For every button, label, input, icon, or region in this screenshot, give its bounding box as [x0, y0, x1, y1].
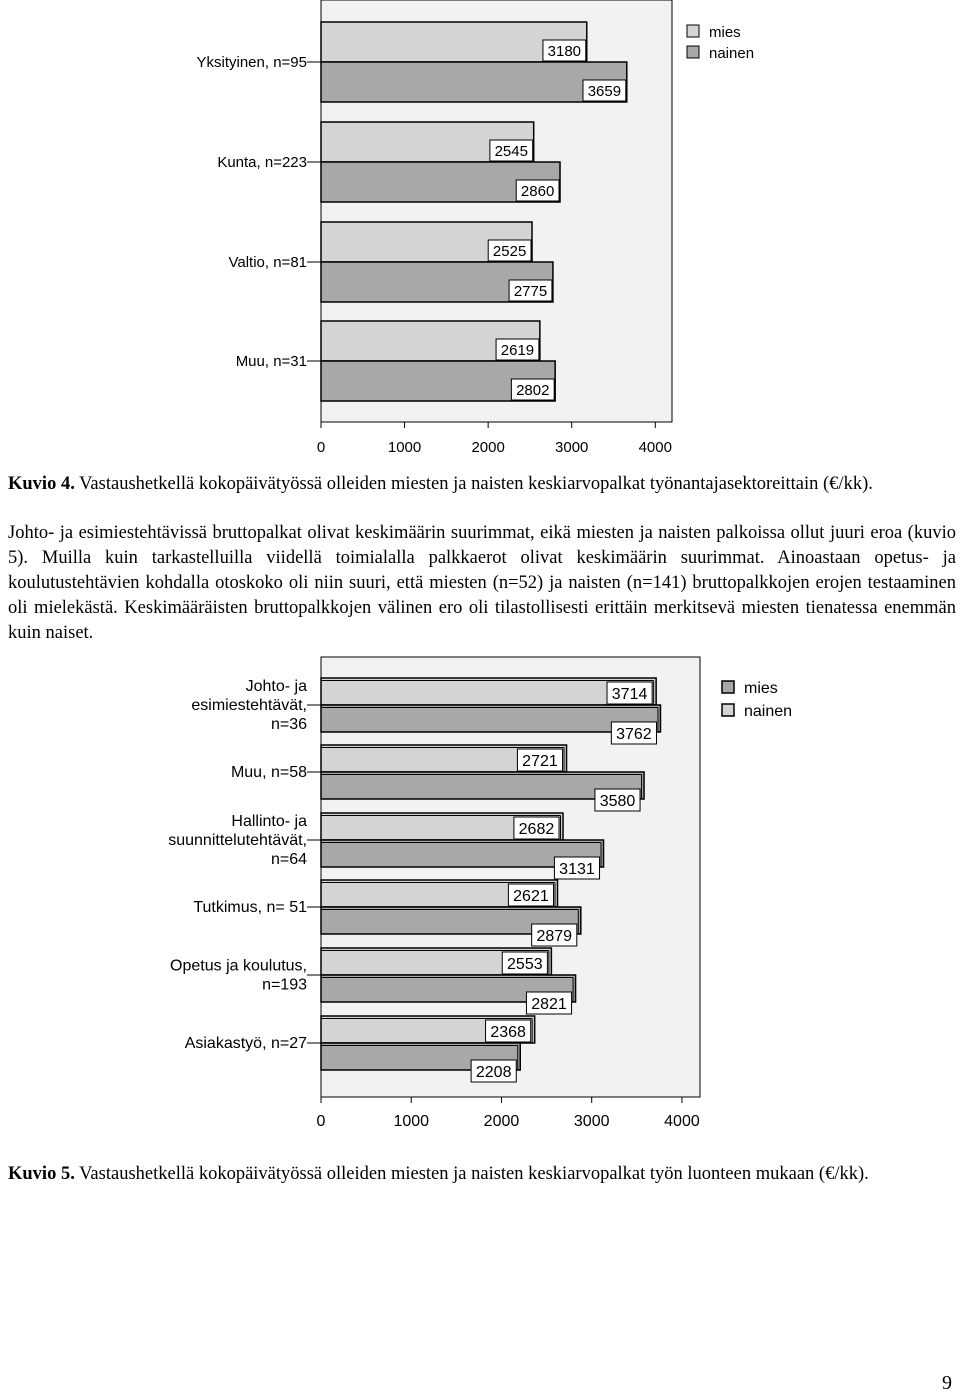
value-label: 2821 — [531, 996, 567, 1013]
category-label: Johto- ja — [245, 678, 307, 695]
category-label: Muu, n=58 — [230, 764, 307, 781]
value-label: 3659 — [587, 83, 622, 100]
value-label: 2545 — [494, 143, 528, 160]
x-tick-label: 4000 — [664, 1113, 700, 1130]
chart-kuvio-4 — [197, 0, 755, 456]
value-label: 3762 — [616, 726, 652, 743]
legend-label-nainen: nainen — [744, 703, 793, 720]
legend-label-mies: mies — [709, 24, 741, 41]
category-label: n=193 — [262, 976, 307, 994]
legend-swatch-mies — [722, 681, 734, 693]
x-tick-label: 0 — [316, 439, 326, 456]
legend-swatch-mies — [687, 25, 699, 37]
x-tick-label: 3000 — [555, 439, 589, 456]
value-label: 3714 — [611, 686, 648, 703]
category-label: Hallinto- ja — [231, 813, 307, 830]
value-label: 2775 — [513, 283, 548, 300]
caption-kuvio-4 — [8, 474, 873, 495]
x-tick-label: 2000 — [483, 1113, 520, 1130]
x-tick-label: 4000 — [638, 439, 672, 456]
legend-swatch-nainen — [722, 704, 734, 716]
legend-label-nainen: nainen — [709, 45, 755, 62]
value-label: 3131 — [559, 861, 595, 878]
category-label: Muu, n=31 — [235, 353, 307, 370]
value-label: 2802 — [516, 382, 550, 399]
category-label: Valtio, n=81 — [228, 254, 307, 271]
category-label: suunnittelutehtävät, — [168, 832, 307, 849]
x-tick-label: 1000 — [387, 439, 422, 456]
legend-swatch-nainen — [687, 46, 699, 58]
chart-kuvio-5 — [168, 657, 792, 1130]
category-label: Tutkimus, n= 51 — [193, 899, 307, 916]
value-label: 2525 — [492, 243, 527, 260]
caption-kuvio-5 — [8, 1164, 869, 1185]
value-label: 2621 — [513, 888, 549, 905]
category-label: Opetus ja koulutus, — [170, 957, 307, 975]
category-label: esimiestehtävät, — [191, 697, 307, 714]
legend-label-mies: mies — [744, 680, 778, 697]
value-label: 2553 — [507, 956, 543, 973]
x-tick-label: 2000 — [471, 439, 505, 456]
category-label: n=36 — [270, 716, 307, 733]
value-label: 2721 — [522, 753, 558, 770]
caption-kuvio-4-label: Kuvio 4. — [8, 474, 75, 494]
x-tick-label: 0 — [316, 1113, 326, 1130]
value-label: 2619 — [500, 342, 535, 359]
category-label: Asiakastyö, n=27 — [184, 1035, 307, 1052]
category-label: n=64 — [270, 851, 307, 868]
caption-kuvio-5-label: Kuvio 5. — [8, 1164, 75, 1184]
bar-mies — [321, 705, 660, 732]
value-label: 2682 — [518, 821, 555, 838]
page-number: 9 — [942, 1372, 952, 1394]
category-label: Yksityinen, n=95 — [196, 54, 307, 71]
x-tick-label: 1000 — [393, 1113, 430, 1130]
x-tick-label: 3000 — [573, 1113, 610, 1130]
value-label: 2879 — [536, 928, 573, 945]
caption-kuvio-4-text: Vastaushetkellä kokopäivätyössä olleiden miesten ja naisten keskiarvopalkat työnantajasektoreittain (€/kk). — [74, 474, 873, 494]
caption-kuvio-5-text: Vastaushetkellä kokopäivätyössä olleiden miesten ja naisten keskiarvopalkat työn luonteen mukaan (€/kk). — [74, 1164, 869, 1184]
value-label: 3180 — [547, 43, 582, 60]
value-label: 3580 — [599, 793, 636, 810]
bar-nainen — [321, 678, 656, 705]
value-label: 2208 — [475, 1064, 512, 1081]
body-paragraph: Johto- ja esimiestehtävissä bruttopalkat olivat keskimäärin suurimmat, eikä miesten ja naisten palkoissa ollut juuri eroa (kuvio 5). Muilla kuin tarkastelluilla viidellä toimialalla palkkaerot olivat keskimäärin suurimmat. Ainoastaan opetus- ja koulutustehtävien kohdalla otoskoko oli niin suuri, että miesten (n=52) ja naisten (n=141) bruttopalkkojen erojen testaaminen oli mielekästä. Keskimääräisten bruttopalkkojen välinen ero oli tilastollisesti erittäin merkitsevä miesten tienatessa enemmän kuin naiset. — [8, 523, 956, 643]
value-label: 2368 — [490, 1024, 526, 1041]
bar-nainen — [321, 62, 627, 102]
category-label: Kunta, n=223 — [217, 154, 307, 171]
value-label: 2860 — [520, 183, 555, 200]
